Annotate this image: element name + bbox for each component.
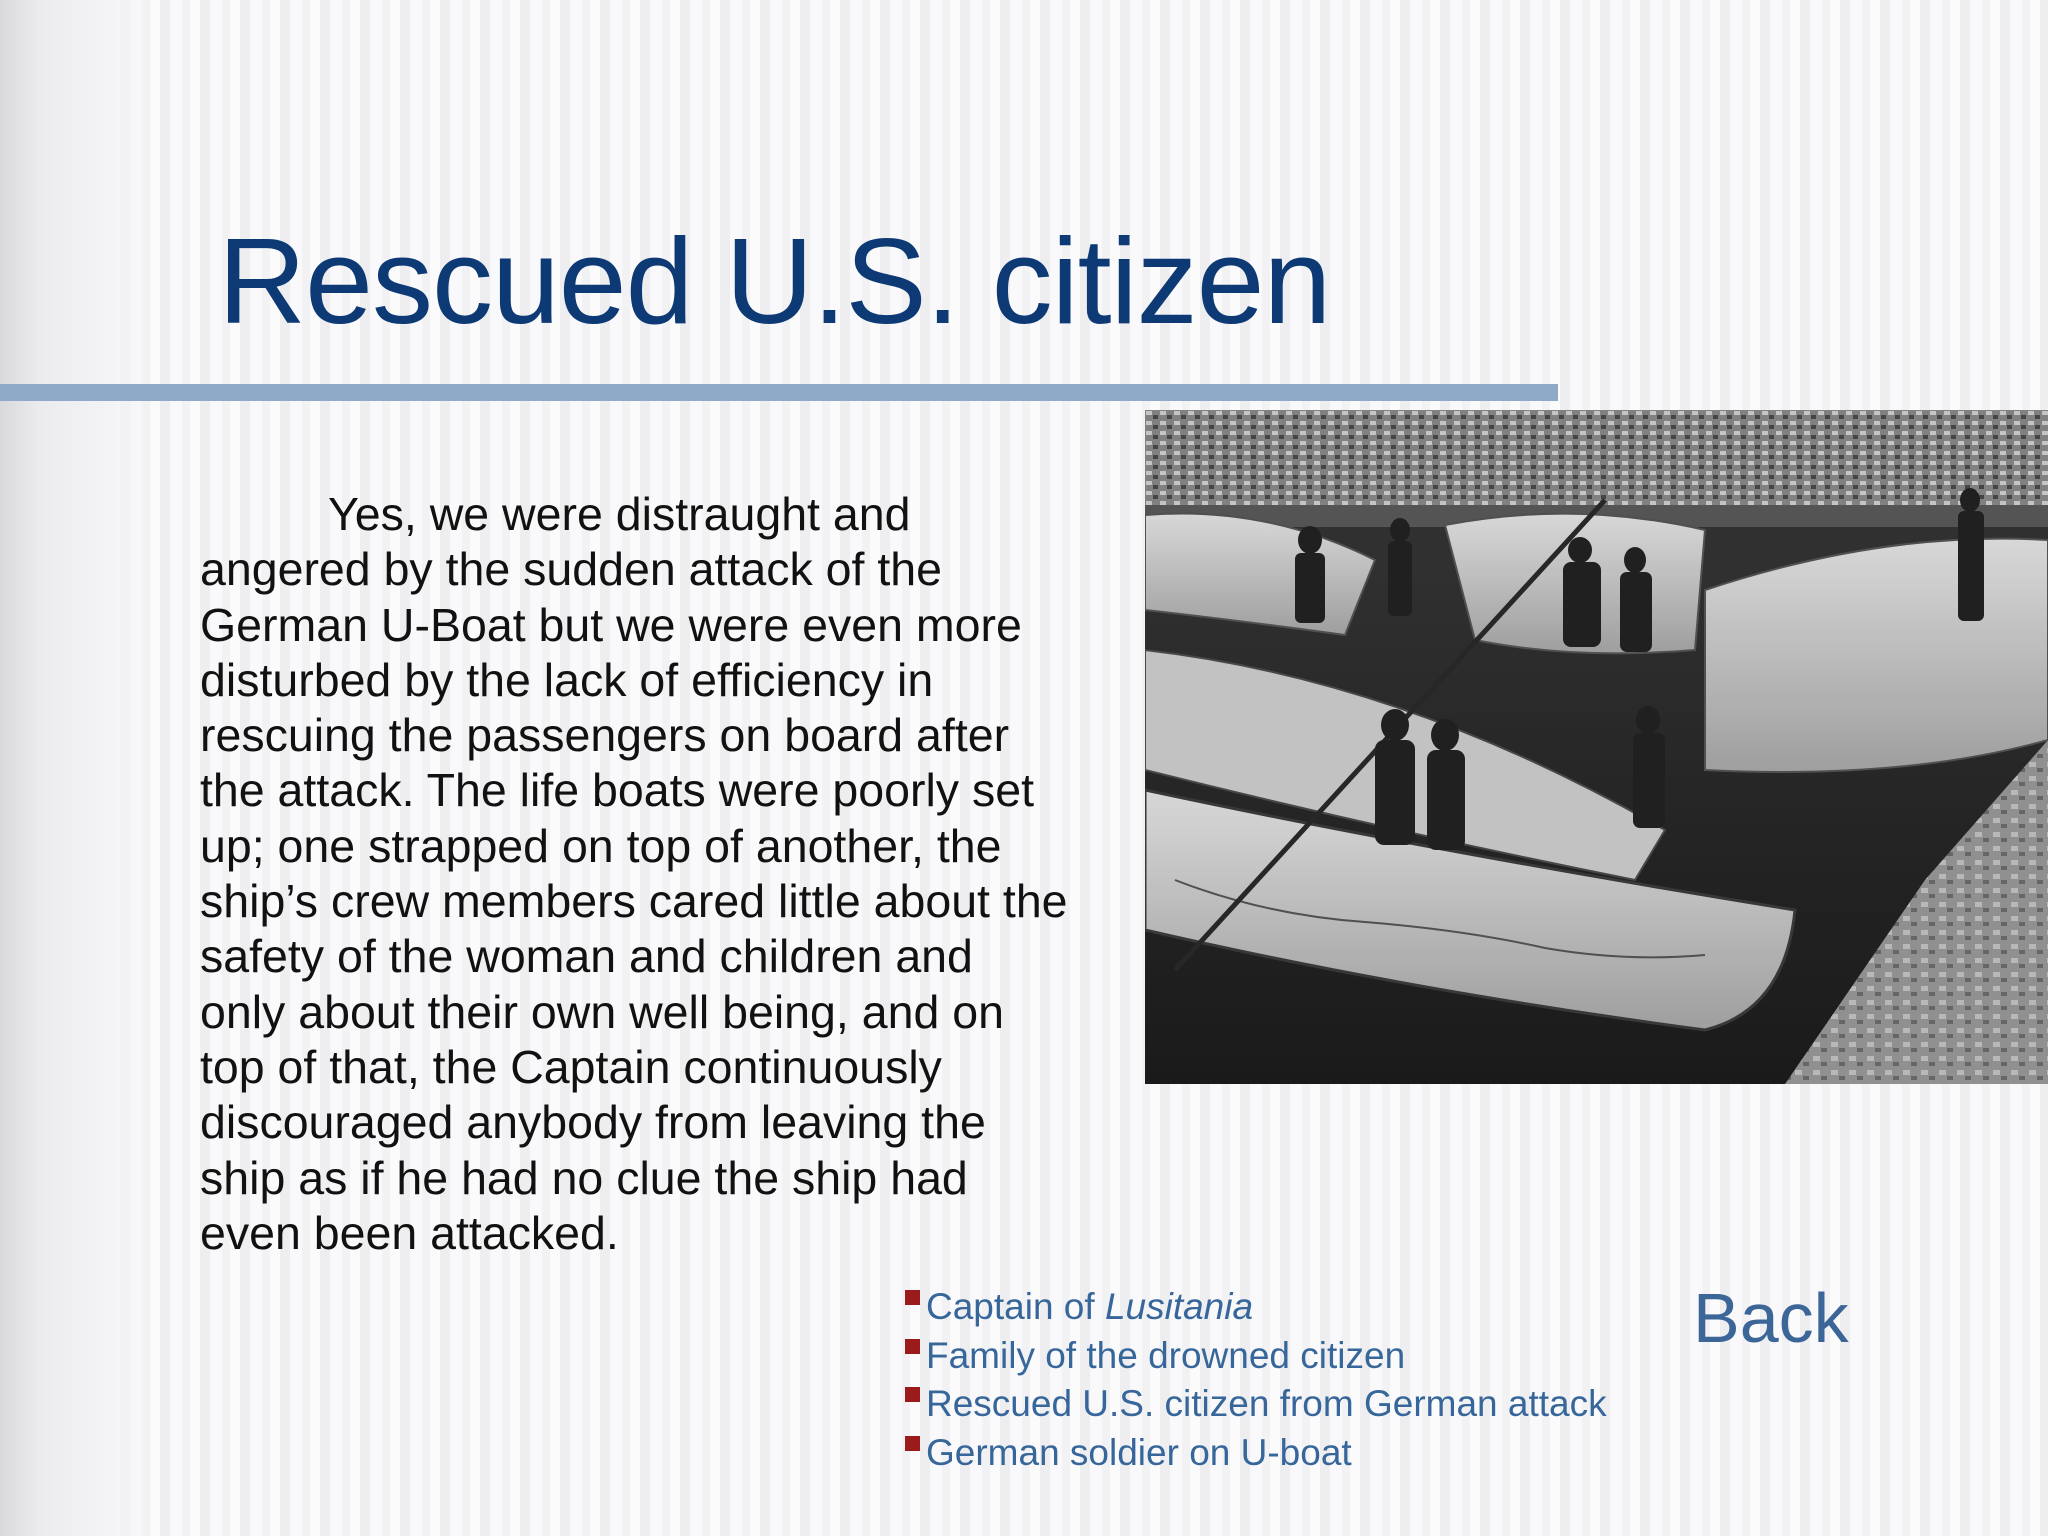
slide-nav-list (905, 1283, 1607, 1477)
nav-link-rescued-citizen[interactable] (905, 1380, 1607, 1429)
nav-link-emphasis: Lusitania (1104, 1286, 1254, 1327)
nav-link-captain[interactable] (905, 1283, 1607, 1332)
body-paragraph: Yes, we were distraught and angered by the sudden attack of the German U-Boat but we were even more disturbed by the lack of efficiency in rescuing the passengers on board after the attack. The life boats were poorly set up; one strapped on top of another, the ship’s crew members cared little about the safety of the woman and children and only about their own well being, and on top of that, the Captain continuously discouraged anybody from leaving the ship as if he had no clue the ship had even been attacked. (200, 488, 1068, 1259)
square-bullet-icon (905, 1339, 920, 1354)
nav-link-label: Captain of (926, 1286, 1105, 1327)
square-bullet-icon (905, 1290, 920, 1305)
lifeboats-photo-graphic (1145, 410, 2048, 1084)
nav-link-label: Rescued U.S. citizen from German attack (926, 1383, 1607, 1424)
nav-link-label: Family of the drowned citizen (926, 1334, 1406, 1376)
slide-title: Rescued U.S. citizen (218, 213, 1331, 349)
nav-link-german-soldier[interactable] (905, 1429, 1607, 1478)
title-divider (0, 384, 1558, 401)
square-bullet-icon (905, 1436, 920, 1451)
back-button[interactable]: Back (1693, 1279, 1849, 1357)
nav-link-label: German soldier on U-boat (926, 1431, 1352, 1473)
lifeboats-photo (1145, 410, 2048, 1084)
square-bullet-icon (905, 1387, 920, 1402)
nav-link-family[interactable] (905, 1332, 1607, 1381)
